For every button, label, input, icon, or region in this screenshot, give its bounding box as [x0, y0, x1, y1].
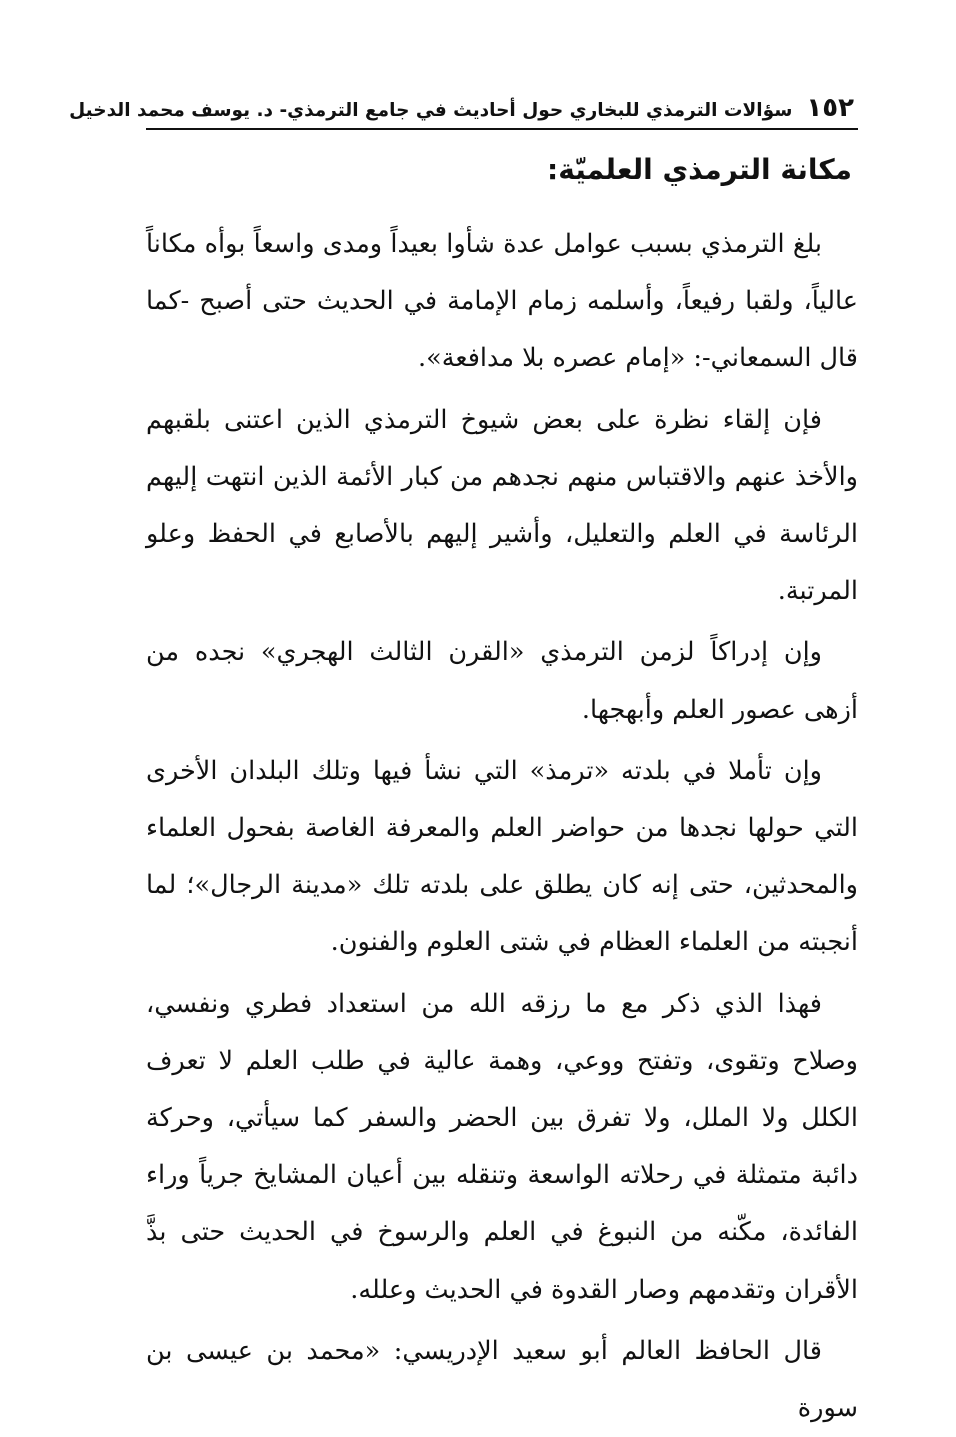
paragraph-5: فهذا الذي ذكر مع ما رزقه الله من استعداد فطري ونفسي، وصلاح وتقوى، وتفتح ووعي، وهمة عالية في طلب العلم لا تعرف الكلل ولا الملل، ولا تفرق بين الحضر والسفر كما سيأتي، وحركة دائبة متمثلة في رحلاته الواسعة وتنقله بين أعيان المشايخ جرياً وراء الفائدة، مكّنه من النبوغ في العلم والرسوخ في الحديث حتى بذَّ الأقران وتقدمهم وصار القدوة في الحديث وعلله.: [146, 988, 858, 1305]
paragraph-4: وإن تأملا في بلدته «ترمذ» التي نشأ فيها وتلك البلدان الأخرى التي حولها نجدها من حواضر العلم والمعرفة الغاصة بفحول العلماء والمحدثين، حتى إنه كان يطلق على بلدته تلك «مدينة الرجال»؛ لما أنجبته من العلماء العظام في شتى العلوم والفنون.: [146, 755, 858, 958]
paragraph-1: بلغ الترمذي بسبب عوامل عدة شأوا بعيداً ومدى واسعاً بوأه مكاناً عالياً، ولقبا رفيعاً، وأسلمه زمام الإمامة في الحديث حتى أصبح -كما قال السمعاني-: «إمام عصره بلا مدافعة».: [146, 229, 858, 374]
body-text: [146, 216, 858, 1437]
paragraph-6: قال الحافظ العالم أبو سعيد الإدريسي: «محمد بن عيسى بن سورة: [146, 1335, 858, 1424]
page-number: ١٥٢: [806, 93, 854, 123]
running-header-title: سؤالات الترمذي للبخاري حول أحاديث في جامع الترمذي- د. يوسف محمد الدخيل: [69, 100, 793, 121]
paragraph-3: وإن إدراكاً لزمن الترمذي «القرن الثالث الهجري» نجده من أزهى عصور العلم وأبهجها.: [146, 637, 858, 725]
book-page: [69, 90, 858, 1424]
running-header: [69, 90, 858, 130]
paragraph-2: فإن إلقاء نظرة على بعض شيوخ الترمذي الذين اعتنى بلقبهم والأخذ عنهم والاقتباس منهم نجدهم من كبار الأئمة الذين انتهت إليهم الرئاسة في العلم والتعليل، وأشير إليهم بالأصابع في الحفظ وعلو المرتبة.: [146, 404, 858, 607]
section-heading: مكانة الترمذي العلميّة:: [547, 153, 852, 186]
